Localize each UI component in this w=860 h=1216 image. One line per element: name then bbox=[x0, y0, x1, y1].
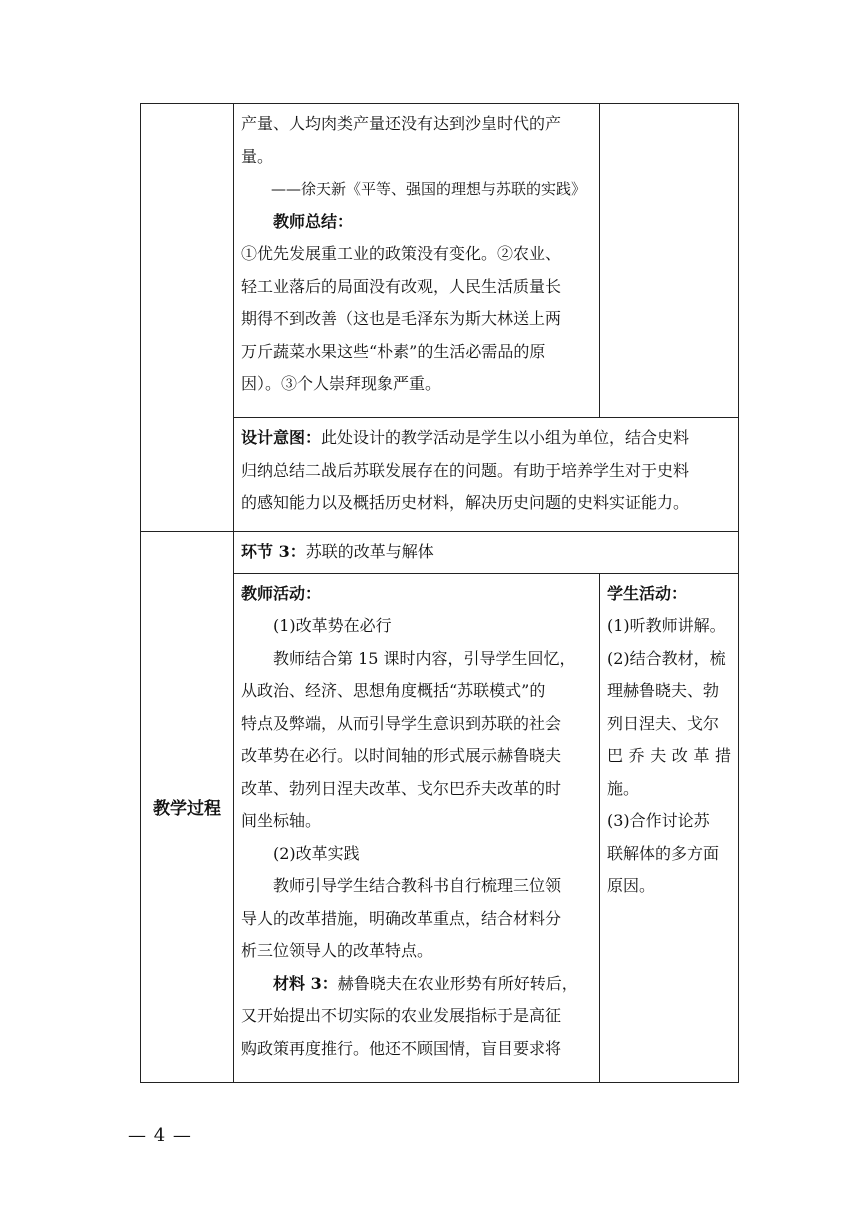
lesson-plan-table bbox=[140, 103, 739, 1083]
empty-student-cell bbox=[600, 104, 739, 418]
teacher-activity-label: 教师活动： bbox=[241, 583, 322, 603]
student-activity-label: 学生活动： bbox=[607, 583, 688, 603]
text-line: 列日涅夫、戈尔 bbox=[607, 713, 720, 733]
text-line: 改革势在必行。以时间轴的形式展示赫鲁晓夫 bbox=[241, 746, 562, 765]
text-line: 量。 bbox=[241, 146, 274, 166]
table-row bbox=[141, 104, 739, 418]
text-line: 此处设计的教学活动是学生以小组为单位，结合史料 bbox=[321, 428, 690, 447]
table-row bbox=[141, 532, 739, 574]
text-line: 赫鲁晓夫在农业形势有所好转后， bbox=[337, 973, 578, 993]
text-line: 特点及弊端，从而引导学生意识到苏联的社会 bbox=[241, 713, 562, 733]
text-line: 施。 bbox=[607, 778, 640, 798]
text-line: 教师结合第 15 课时内容，引导学生回忆， bbox=[273, 648, 576, 668]
text-line: 又开始提出不切实际的农业发展指标于是高征 bbox=[241, 1006, 562, 1025]
text-line: 轻工业落后的局面没有改观，人民生活质量长 bbox=[241, 276, 562, 296]
empty-label-cell bbox=[141, 104, 234, 532]
design-intent-label: 设计意图： bbox=[241, 428, 322, 447]
text-line: 从政治、经济、思想角度概括“苏联模式”的 bbox=[241, 681, 546, 700]
text-line: (2)结合教材，梳 bbox=[607, 648, 726, 668]
teacher-summary-label: 教师总结： bbox=[273, 211, 354, 231]
text-line: 购政策再度推行。他还不顾国情，盲目要求将 bbox=[241, 1038, 562, 1058]
text-line: 教师引导学生结合教科书自行梳理三位领 bbox=[273, 876, 562, 895]
material-cell bbox=[234, 104, 600, 418]
text-line: (3)合作讨论苏 bbox=[607, 811, 710, 830]
text-line: 万斤蔬菜水果这些“朴素”的生活必需品的原 bbox=[241, 341, 546, 361]
text-line: 归纳总结二战后苏联发展存在的问题。有助于培养学生对于史料 bbox=[241, 460, 690, 480]
text-line: 理赫鲁晓夫、勃 bbox=[607, 681, 720, 700]
stage-title: 苏联的改革与解体 bbox=[305, 542, 434, 561]
text-line: ①优先发展重工业的政策没有变化。②农业、 bbox=[241, 244, 562, 263]
text-line: 产量、人均肉类产量还没有达到沙皇时代的产 bbox=[241, 114, 562, 133]
text-line: (1)改革势在必行 bbox=[273, 616, 392, 635]
text-line: 的感知能力以及概括历史材料，解决历史问题的史料实证能力。 bbox=[241, 493, 690, 512]
material-label: 材料 3： bbox=[273, 973, 338, 993]
text-line: 析三位领导人的改革特点。 bbox=[241, 941, 434, 960]
text-line: 导人的改革措施，明确改革重点，结合材料分 bbox=[241, 908, 562, 928]
text-line: (1)听教师讲解。 bbox=[607, 616, 726, 635]
text-line: (2)改革实践 bbox=[273, 843, 360, 863]
text-line: 因）。③个人崇拜现象严重。 bbox=[241, 374, 442, 393]
text-line: 联解体的多方面 bbox=[607, 843, 720, 863]
section-label: 教学过程 bbox=[153, 799, 221, 820]
teacher-activity-cell bbox=[234, 573, 600, 1082]
student-activity-cell bbox=[600, 573, 739, 1082]
stage-cell bbox=[234, 532, 739, 574]
citation: ——徐天新《平等、强国的理想与苏联的实践》 bbox=[271, 180, 587, 198]
text-line: 巴乔夫改革措 bbox=[607, 746, 731, 765]
section-label-cell bbox=[141, 532, 234, 1083]
text-line: 改革、勃列日涅夫改革、戈尔巴乔夫改革的时 bbox=[241, 778, 562, 798]
design-intent-cell bbox=[234, 418, 739, 532]
text-line: 间坐标轴。 bbox=[241, 811, 322, 830]
stage-label: 环节 3： bbox=[241, 542, 306, 561]
text-line: 期得不到改善（这也是毛泽东为斯大林送上两 bbox=[241, 309, 562, 328]
page-number: — 4 — bbox=[128, 1125, 192, 1146]
text-line: 原因。 bbox=[607, 876, 656, 895]
